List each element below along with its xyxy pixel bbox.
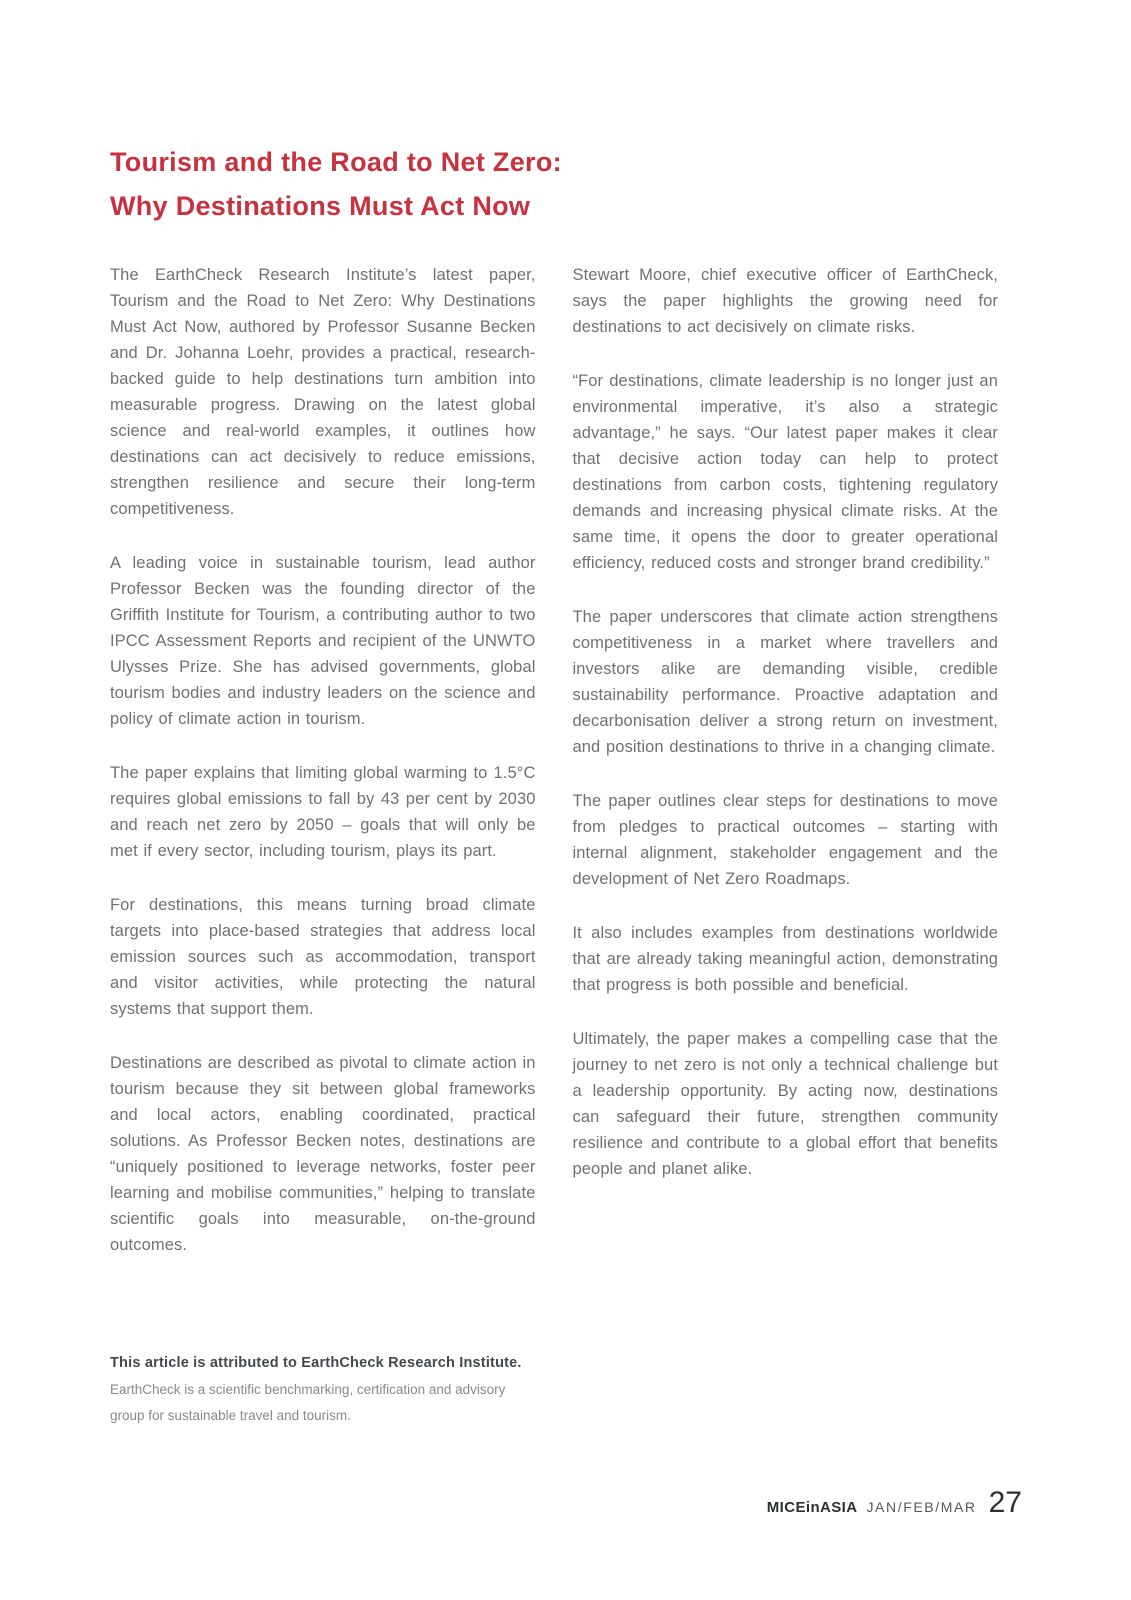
paragraph-clear-steps: The paper outlines clear steps for destinations to move from pledges to practical outcomes – starting with internal alignment, stakeholder engagement and the development of Net Zero Roadmaps. bbox=[572, 792, 998, 888]
paragraph-conclusion: Ultimately, the paper makes a compelling case that the journey to net zero is not only a technical challenge but a leadership opportunity. By acting now, destinations can safeguard their future, strengthen community resilience and contribute to a global effort that benefits people and planet alike. bbox=[572, 1030, 998, 1178]
article-body bbox=[110, 262, 998, 1258]
article-title-line2: Why Destinations Must Act Now bbox=[110, 191, 531, 221]
attribution-heading: This article is attributed to EarthCheck Research Institute. bbox=[110, 1355, 522, 1371]
article-title-line1: Tourism and the Road to Net Zero: bbox=[110, 147, 562, 177]
page-number: 27 bbox=[988, 1486, 1022, 1519]
attribution-note: EarthCheck is a scientific benchmarking, certification and advisory group for sustainable travel and tourism. bbox=[110, 1382, 506, 1423]
paragraph-warming-targets: The paper explains that limiting global warming to 1.5°C requires global emissions to fall by 43 per cent by 2030 and reach net zero by 2050 – goals that will only be met if every sector, including tourism, plays its part. bbox=[110, 764, 536, 860]
paragraph-place-based-strategies: For destinations, this means turning broad climate targets into place-based strategies that address local emission sources such as accommodation, transport and visitor activities, while protecting the natural systems that support them. bbox=[110, 896, 536, 1018]
paragraph-stewart-moore: Stewart Moore, chief executive officer of EarthCheck, says the paper highlights the growing need for destinations to act decisively on climate risks. bbox=[572, 266, 998, 336]
paragraph-intro: The EarthCheck Research Institute’s latest paper, Tourism and the Road to Net Zero: Why Destinations Must Act Now, authored by Professor Susanne Becken and Dr. Johanna Loehr, provides a practical, research-backed guide to help destinations turn ambition into measurable progress. Drawing on the latest global science and real-world examples, it outlines how destinations can act decisively to reduce emissions, strengthen resilience and secure their long-term competitiveness. bbox=[110, 266, 536, 518]
paragraph-climate-leadership-quote: “For destinations, climate leadership is no longer just an environmental imperative, it’s also a strategic advantage,” he says. “Our latest paper makes it clear that decisive action today can help to protect destinations from carbon costs, tightening regulatory demands and increasing physical climate risks. At the same time, it opens the door to greater operational efficiency, reduced costs and stronger brand credibility.” bbox=[572, 372, 998, 572]
page-footer bbox=[767, 1486, 1022, 1520]
issue-label: JAN/FEB/MAR bbox=[866, 1499, 977, 1515]
magazine-name: MICEinASIA bbox=[766, 1499, 858, 1516]
attribution bbox=[110, 1351, 580, 1429]
paragraph-worldwide-examples: It also includes examples from destinations worldwide that are already taking meaningful action, demonstrating that progress is both possible and beneficial. bbox=[572, 924, 998, 994]
right-column bbox=[573, 262, 999, 1258]
paragraph-author-bio: A leading voice in sustainable tourism, lead author Professor Becken was the founding director of the Griffith Institute for Tourism, a contributing author to two IPCC Assessment Reports and recipient of the UNWTO Ulysses Prize. She has advised governments, global tourism bodies and industry leaders on the science and policy of climate action in tourism. bbox=[110, 554, 536, 728]
paragraph-destinations-pivotal: Destinations are described as pivotal to climate action in tourism because they sit between global frameworks and local actors, enabling coordinated, practical solutions. As Professor Becken notes, destinations are “uniquely positioned to leverage networks, foster peer learning and mobilise communities,” helping to translate scientific goals into measurable, on-the-ground outcomes. bbox=[110, 1054, 536, 1254]
paragraph-competitiveness: The paper underscores that climate action strengthens competitiveness in a market where travellers and investors alike are demanding visible, credible sustainability performance. Proactive adaptation and decarbonisation deliver a strong return on investment, and position destinations to thrive in a changing climate. bbox=[572, 608, 998, 756]
left-column bbox=[110, 262, 536, 1258]
article-title bbox=[110, 140, 562, 228]
